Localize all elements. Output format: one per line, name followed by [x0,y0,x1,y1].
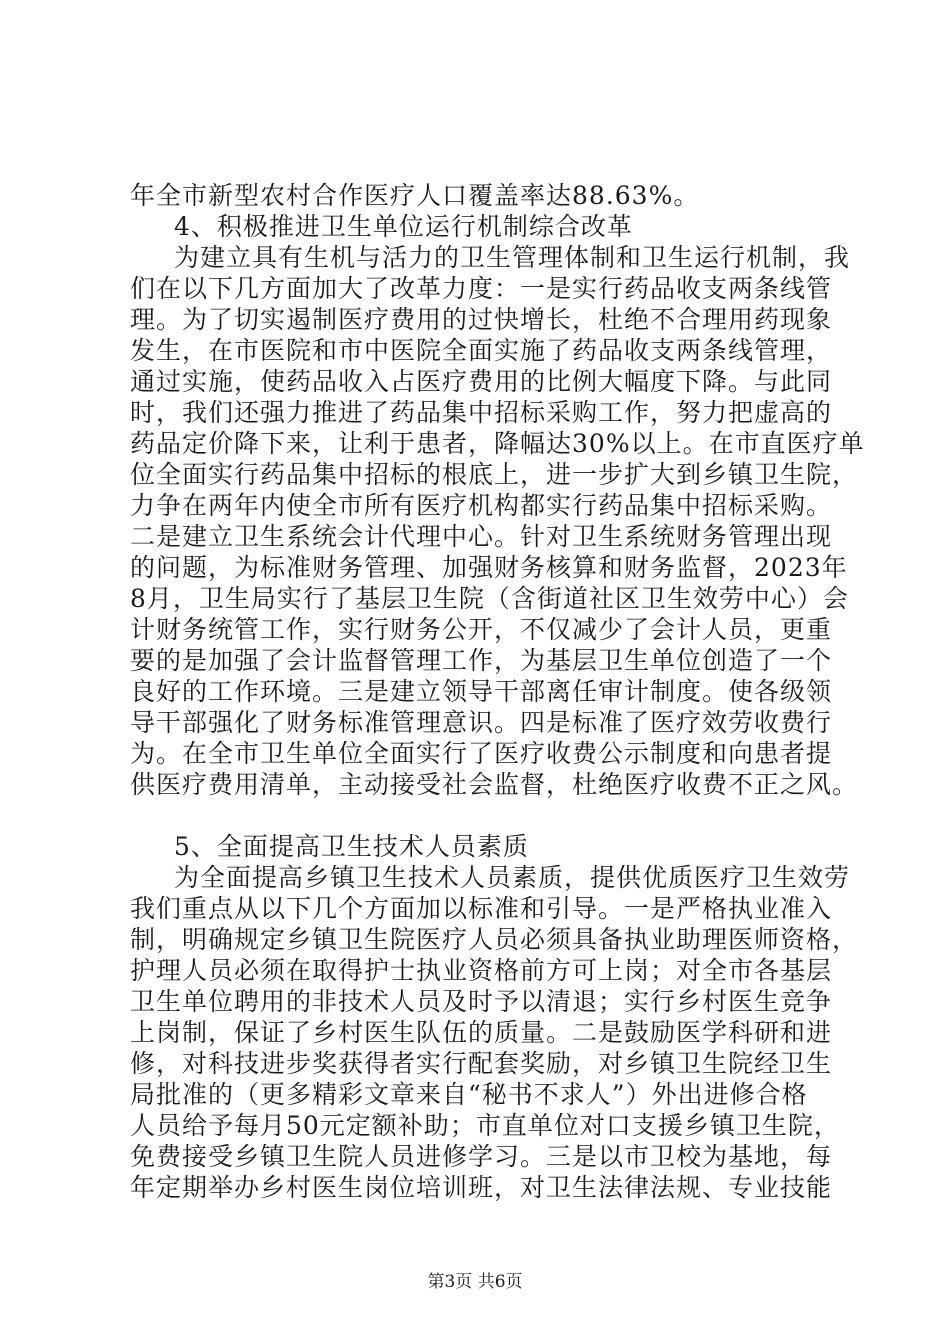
paragraph-line: 药品定价降下来，让利于患者，降幅达30%以上。在市直医疗单 [130,429,865,458]
paragraph-line: 理。为了切实遏制医疗费用的过快增长，杜绝不合理用药现象 [130,305,833,334]
page-footer: 第3页 共6页 [427,1272,523,1292]
paragraph-line: 年定期举办乡村医生岗位培训班，对卫生法律法规、专业技能 [130,1173,833,1202]
paragraph-line: 计财务统管工作，实行财务公开，不仅减少了会计人员，更重 [130,615,833,644]
document-body [130,180,865,1203]
paragraph-line: 上岗制，保证了乡村医生队伍的质量。二是鼓励医学科研和进 [130,1018,833,1047]
paragraph-line: 局批准的（更多精彩文章来自“秘书不求人”）外出进修合格 [130,1080,808,1109]
paragraph-line: 的问题，为标准财务管理、加强财务核算和财务监督，2023年 [130,553,848,582]
paragraph-line: 要的是加强了会计监督管理工作，为基层卫生单位创造了一个 [130,646,833,675]
paragraph-line: 8月，卫生局实行了基层卫生院（含街道社区卫生效劳中心）会 [130,584,849,613]
paragraph-line: 为全面提高乡镇卫生技术人员素质，提供优质医疗卫生效劳 [174,863,851,892]
paragraph-line: 通过实施，使药品收入占医疗费用的比例大幅度下降。与此同 [130,367,833,396]
paragraph-line: 供医疗费用清单，主动接受社会监督，杜绝医疗收费不正之风。 [130,770,859,799]
paragraph-gap [130,800,850,831]
paragraph-line: 力争在两年内使全市所有医疗机构都实行药品集中招标采购。 [130,491,833,520]
paragraph-line: 为建立具有生机与活力的卫生管理体制和卫生运行机制，我 [174,243,851,272]
paragraph-line: 发生，在市医院和市中医院全面实施了药品收支两条线管理， [130,336,833,365]
paragraph-line: 导干部强化了财务标准管理意识。四是标准了医疗效劳收费行 [130,708,833,737]
paragraph-line: 制，明确规定乡镇卫生院医疗人员必须具备执业助理医师资格， [130,925,859,954]
paragraph-line: 为。在全市卫生单位全面实行了医疗收费公示制度和向患者提 [130,739,833,768]
paragraph-line: 年全市新型农村合作医疗人口覆盖率达88.63%。 [130,181,700,210]
paragraph-line: 人员给予每月50元定额补助；市直单位对口支援乡镇卫生院， [130,1111,840,1140]
paragraph-line: 位全面实行药品集中招标的根底上，进一步扩大到乡镇卫生院， [130,460,859,489]
paragraph-line: 良好的工作环境。三是建立领导干部离任审计制度。使各级领 [130,677,833,706]
paragraph-line: 们在以下几方面加大了改革力度：一是实行药品收支两条线管 [130,274,833,303]
section-heading-4: 4、积极推进卫生单位运行机制综合改革 [174,212,633,241]
paragraph-line: 护理人员必须在取得护士执业资格前方可上岗；对全市各基层 [130,956,833,985]
paragraph-line: 二是建立卫生系统会计代理中心。针对卫生系统财务管理出现 [130,522,833,551]
paragraph-line: 免费接受乡镇卫生院人员进修学习。三是以市卫校为基地，每 [130,1142,833,1171]
section-heading-5: 5、全面提高卫生技术人员素质 [174,832,529,861]
paragraph-line: 我们重点从以下几个方面加以标准和引导。一是严格执业准入 [130,894,833,923]
paragraph-line: 卫生单位聘用的非技术人员及时予以清退；实行乡村医生竞争 [130,987,833,1016]
paragraph-line: 时，我们还强力推进了药品集中招标采购工作，努力把虚高的 [130,398,833,427]
paragraph-line: 修，对科技进步奖获得者实行配套奖励，对乡镇卫生院经卫生 [130,1049,833,1078]
